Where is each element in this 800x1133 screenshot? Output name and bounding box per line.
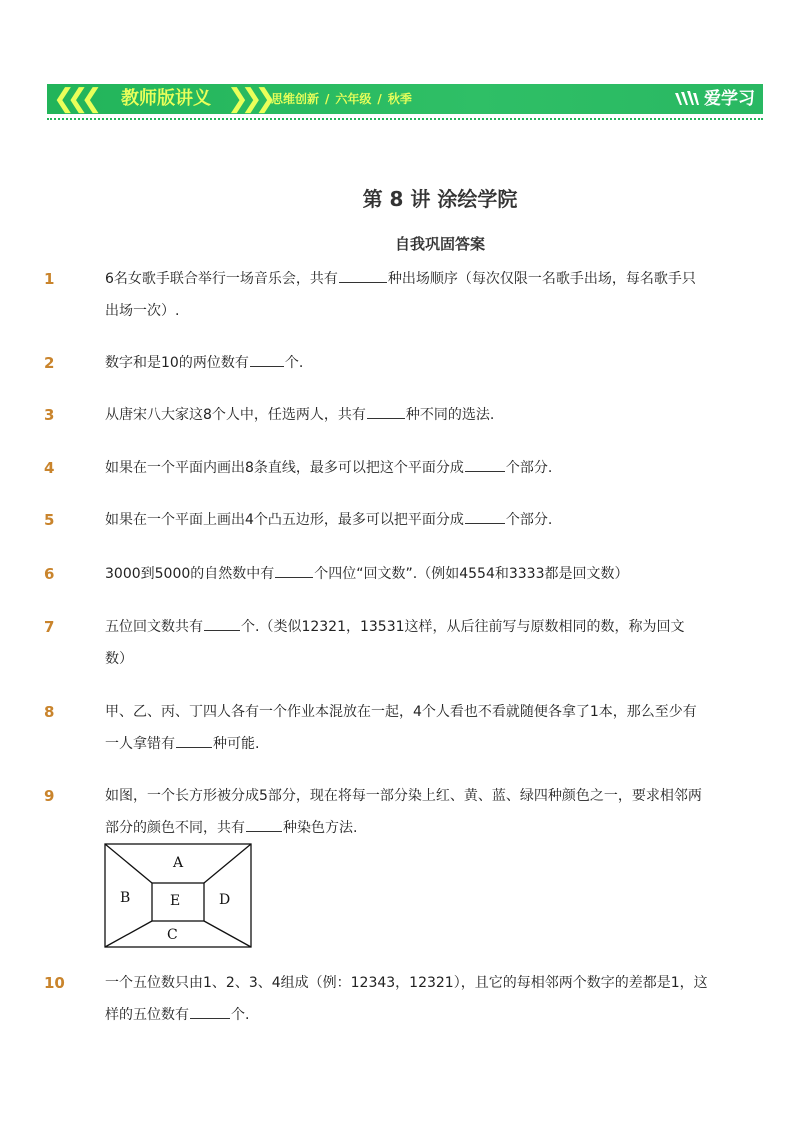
page-title: 第 8 讲 涂绘学院 (362, 187, 518, 211)
section-title: 自我巩固答案 (394, 235, 485, 253)
question-line (105, 399, 720, 431)
question-line (105, 295, 720, 327)
question-text (105, 558, 720, 590)
question-text (105, 696, 720, 760)
question-line (105, 967, 720, 999)
answer-blank (190, 1004, 230, 1019)
question-line (105, 558, 720, 590)
question-text-segment: 出场一次）. (105, 303, 180, 319)
question-line (105, 643, 720, 675)
lecture-header-bar (47, 84, 763, 114)
question-text-segment: 数字和是10的两位数有 (105, 355, 249, 371)
logo-books-icon (674, 90, 700, 108)
question-text-segment: 数） (105, 651, 133, 667)
figure-label-c: C (167, 927, 178, 943)
question-line (105, 999, 720, 1031)
question-number: 7 (44, 618, 55, 636)
answer-blank (176, 733, 212, 748)
answer-blank (367, 404, 405, 419)
brand-logo (674, 84, 755, 114)
question-text (105, 967, 720, 1031)
question-text (105, 263, 720, 327)
header-title: 教师版讲义 (121, 88, 211, 109)
question-text-segment: 个部分. (505, 460, 553, 476)
answer-blank (246, 817, 282, 832)
breadcrumb-item: 六年级 (335, 92, 372, 106)
question-number: 6 (44, 565, 55, 583)
question-line (105, 452, 720, 484)
rectangle-partition-figure (104, 843, 254, 949)
logo-text: 爱学习 (704, 89, 755, 109)
question-line (105, 347, 720, 379)
question-text-segment: 部分的颜色不同，共有 (105, 820, 245, 836)
question-text-segment: 个. (284, 355, 304, 371)
question-text-segment: 种出场顺序（每次仅限一名歌手出场，每名歌手只 (387, 271, 696, 287)
figure-diagonal (105, 844, 152, 883)
question-text (105, 452, 720, 484)
question-text-segment: 样的五位数有 (105, 1007, 189, 1023)
answer-blank (275, 563, 313, 578)
chevron-right-icon: ❯❯❯ (227, 84, 269, 114)
question-text-segment: 如果在一个平面上画出4个凸五边形，最多可以把平面分成 (105, 512, 464, 528)
question-text-segment: 种可能. (213, 736, 260, 752)
figure-diagonal (105, 921, 152, 947)
question-text-segment: 个部分. (505, 512, 553, 528)
figure-diagonal (204, 844, 251, 883)
breadcrumb-item: 秋季 (387, 92, 412, 106)
question-line (105, 728, 720, 760)
question-text-segment: 如图，一个长方形被分成5部分，现在将每一部分染上红、黄、蓝、绿四种颜色之一，要求相邻两 (105, 788, 702, 804)
question-text (105, 504, 720, 536)
question-text-segment: 五位回文数共有 (105, 619, 203, 635)
question-text (105, 347, 720, 379)
question-text (105, 399, 720, 431)
breadcrumb-separator: / (377, 92, 382, 106)
figure-label-e: E (170, 893, 181, 909)
question-line (105, 812, 720, 844)
question-text-segment: 从唐宋八大家这8个人中，任选两人，共有 (105, 407, 366, 423)
question-text-segment: 个. (231, 1007, 250, 1023)
question-text-segment: 如果在一个平面内画出8条直线，最多可以把这个平面分成 (105, 460, 464, 476)
question-number: 9 (44, 787, 55, 805)
figure-label-a: A (173, 855, 184, 871)
question-line (105, 611, 720, 643)
figure-label-b: B (120, 890, 131, 906)
question-number: 1 (44, 270, 55, 288)
question-text (105, 611, 720, 675)
question-text-segment: 种不同的选法. (405, 407, 495, 423)
answer-blank (339, 268, 387, 283)
answer-blank (250, 352, 284, 367)
chevron-left-icon: ❮❮❮ (53, 84, 95, 114)
question-text-segment: 个.（类似12321，13531这样，从后往前写与原数相同的数，称为回文 (241, 619, 685, 635)
question-text-segment: 6名女歌手联合举行一场音乐会，共有 (105, 271, 338, 287)
question-text-segment: 3000到5000的自然数中有 (105, 566, 275, 582)
header-divider (47, 118, 763, 120)
breadcrumb-separator: / (325, 92, 330, 106)
question-line (105, 780, 720, 812)
question-text-segment: 种染色方法. (283, 820, 358, 836)
question-line (105, 504, 720, 536)
question-number: 2 (44, 354, 55, 372)
question-text-segment: 甲、乙、丙、丁四人各有一个作业本混放在一起，4个人看也不看就随便各拿了1本，那么至少有 (105, 704, 697, 720)
question-text-segment: 一人拿错有 (105, 736, 175, 752)
figure-label-d: D (219, 892, 231, 908)
question-number: 10 (44, 974, 65, 992)
answer-blank (465, 457, 505, 472)
question-text (105, 780, 720, 844)
answer-blank (204, 616, 240, 631)
question-number: 3 (44, 406, 55, 424)
question-number: 8 (44, 703, 55, 721)
question-line (105, 696, 720, 728)
question-number: 4 (44, 459, 55, 477)
breadcrumb (271, 84, 412, 114)
question-line (105, 263, 720, 295)
answer-blank (465, 509, 505, 524)
question-number: 5 (44, 511, 55, 529)
question-text-segment: 一个五位数只由1、2、3、4组成（例：12343，12321），且它的每相邻两个数字的差都是1，这 (105, 975, 708, 991)
figure-diagonal (204, 921, 251, 947)
breadcrumb-item: 思维创新 (271, 92, 320, 106)
question-text-segment: 个四位“回文数”.（例如4554和3333都是回文数） (314, 566, 629, 582)
